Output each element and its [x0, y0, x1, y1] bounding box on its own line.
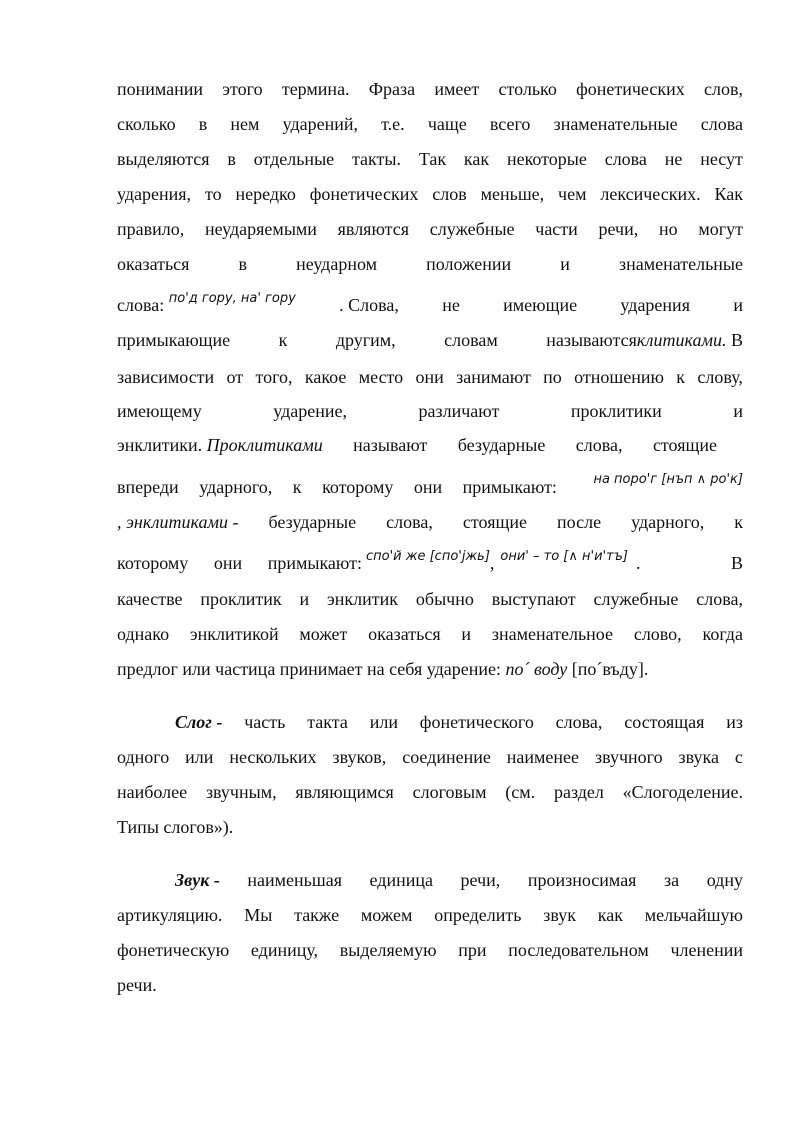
word: единица [369, 870, 433, 890]
word: последовательном [508, 940, 649, 960]
word: после [557, 512, 602, 532]
word: как [597, 905, 623, 925]
word: может [299, 624, 348, 644]
word: имеет [434, 79, 480, 99]
word: выделяемую [339, 940, 437, 960]
word: звук [543, 905, 576, 925]
word: они [415, 367, 444, 387]
word: имеющие [503, 295, 578, 315]
word: звучного [594, 747, 663, 767]
word: мельчайшую [644, 905, 743, 925]
word: . Слова, [339, 295, 399, 315]
word: понимании [117, 79, 204, 99]
word: определить [434, 905, 522, 925]
word: и [733, 295, 743, 315]
word: всего [489, 114, 531, 134]
word: наименьшая [247, 870, 342, 890]
word: ударного, [199, 477, 273, 497]
word: как [463, 149, 490, 169]
word: безударные [457, 435, 546, 455]
word: фонетических [309, 184, 419, 204]
word: т.е. [381, 114, 405, 134]
term-slog: Слог - [175, 712, 223, 732]
word: стоящие [462, 512, 527, 532]
word: звуков, [332, 747, 387, 767]
word: раздел [553, 782, 604, 802]
word: служебные [593, 589, 679, 609]
word: речи, [460, 870, 501, 890]
word: слоговым [412, 782, 487, 802]
word: «Слогоделение. [622, 782, 743, 802]
word: одну [706, 870, 743, 890]
word: по [543, 367, 562, 387]
text-line [117, 939, 743, 961]
word: фонетических [576, 79, 685, 99]
word: за [664, 870, 680, 890]
text-line [117, 746, 743, 768]
word: когда [702, 624, 743, 644]
word: лексических. [600, 184, 701, 204]
word: и [733, 401, 743, 421]
word: стоящие [652, 435, 717, 455]
word: в [198, 114, 208, 134]
word: оказаться [117, 254, 190, 274]
word: с [734, 747, 743, 767]
word: являются [337, 219, 410, 239]
word: этого [222, 79, 263, 99]
word: меньше, [480, 184, 545, 204]
text-line [117, 183, 743, 205]
word: несут [700, 149, 743, 169]
word: слова [700, 114, 743, 134]
word: наиболее [117, 782, 188, 802]
word: такты. [351, 149, 402, 169]
handwritten-example: на поро'г [нъп ∧ ро'к] [593, 472, 743, 487]
text-line [117, 218, 743, 240]
word: ударения [620, 295, 690, 315]
word: обычно [415, 589, 474, 609]
line-prefix: энклитики. Проклитиками [117, 435, 323, 455]
word: знаменательные [553, 114, 678, 134]
text-line [117, 113, 743, 135]
word: или [185, 747, 214, 767]
word: от [226, 367, 244, 387]
word: различают [418, 401, 500, 421]
word: слова, [555, 712, 603, 732]
word: имеющему [117, 401, 202, 421]
word: какое [304, 367, 347, 387]
word: служебные [429, 219, 515, 239]
word: единицу, [250, 940, 319, 960]
word: выделяются [117, 149, 210, 169]
word: могут [698, 219, 743, 239]
word: в [238, 254, 248, 274]
word: или [369, 712, 398, 732]
word: примыкающие [117, 330, 231, 350]
text-line [117, 623, 743, 645]
word: к [292, 477, 302, 497]
word: они [213, 553, 243, 573]
word: то [204, 184, 222, 204]
word: слово, [633, 624, 682, 644]
word: фонетическую [117, 940, 230, 960]
word: чем [558, 184, 587, 204]
word: отдельные [253, 149, 335, 169]
line-prefix: слова: по'д гору, на' гору [117, 294, 296, 319]
text-line: предлог или частица принимает на себя ударение: по´ воду [по´въду]. [117, 659, 649, 679]
word: неударном [296, 254, 378, 274]
word: впереди [117, 477, 179, 497]
word: нем [230, 114, 260, 134]
line-suffix: называютсяклитиками. В [546, 330, 743, 350]
word: термина. [281, 79, 350, 99]
word: безударные [268, 512, 357, 532]
word: фонетического [419, 712, 534, 732]
word: одного [117, 747, 170, 767]
word: слова, [575, 435, 623, 455]
text-line [117, 78, 743, 100]
word: ударного, [631, 512, 705, 532]
example-word: по´ воду [505, 659, 568, 679]
word: в [227, 149, 236, 169]
word: которому [117, 553, 189, 573]
word: проклитики [570, 401, 662, 421]
word: называют [353, 435, 428, 455]
text-line [117, 291, 743, 319]
word: они [413, 477, 443, 497]
word: части [535, 219, 578, 239]
word: слова, [696, 589, 743, 609]
term-zvuk: Звук - [175, 870, 220, 890]
word: чаще [427, 114, 467, 134]
word: такта [307, 712, 348, 732]
word: к [676, 367, 686, 387]
word: отношению [574, 367, 664, 387]
word: при [458, 940, 487, 960]
word: энклитик [327, 589, 399, 609]
word: часть [244, 712, 286, 732]
word: энклитикой [189, 624, 279, 644]
word: артикуляцию. [117, 905, 223, 925]
word: речи, [598, 219, 639, 239]
word: выступают [491, 589, 576, 609]
text-line [117, 711, 743, 733]
word: не [442, 295, 460, 315]
handwritten-example: спо'й же [спо'jжь] [366, 549, 490, 564]
word: ударений, [282, 114, 358, 134]
text-line [117, 253, 743, 275]
text-line [117, 511, 743, 533]
word: нескольких [229, 747, 317, 767]
text-line [117, 904, 743, 926]
word: к [734, 512, 743, 532]
term-proklitiki: Проклитиками [206, 435, 323, 455]
text-line [117, 869, 743, 891]
word: знаменательное [491, 624, 614, 644]
text-line [117, 781, 743, 803]
word: ударения, [117, 184, 192, 204]
word: ударение, [273, 401, 347, 421]
word: наименее [506, 747, 580, 767]
word: место [358, 367, 404, 387]
text-line [117, 434, 717, 456]
word: нередко [235, 184, 296, 204]
text-line [117, 472, 743, 498]
word: Так [418, 149, 447, 169]
word: слов, [703, 79, 743, 99]
text-line: которому они примыкают: спо'й же [спо'jжь] , они' – то [∧ н'и'тъ] . В [117, 552, 743, 577]
word: качестве [117, 589, 183, 609]
word: которому [322, 477, 394, 497]
text-line [117, 148, 743, 170]
word: звучным, [205, 782, 277, 802]
word: занимают [456, 367, 531, 387]
word: Мы [244, 905, 273, 925]
word: того, [255, 367, 293, 387]
word: и [461, 624, 472, 644]
word: Фраза [368, 79, 416, 99]
text-line [117, 366, 743, 388]
word: можем [360, 905, 413, 925]
word: слова [604, 149, 647, 169]
word: правило, [117, 219, 185, 239]
word: из [726, 712, 743, 732]
word: также [294, 905, 340, 925]
word: примыкают: [267, 553, 362, 573]
word: состоящая [624, 712, 705, 732]
word: Как [714, 184, 743, 204]
handwritten-example: по'д гору, на' гору [168, 291, 296, 306]
word: (см. [505, 782, 536, 802]
word: неударяемыми [204, 219, 317, 239]
word: словам [444, 330, 498, 350]
word: и [299, 589, 310, 609]
word: положении [426, 254, 512, 274]
word: но [658, 219, 678, 239]
word: слову, [697, 367, 743, 387]
text-line: Типы слогов»). [117, 817, 234, 837]
word: слов [432, 184, 467, 204]
word: слова, [386, 512, 433, 532]
word: являющимся [295, 782, 394, 802]
term-klitiki: клитиками. [636, 330, 727, 350]
word: зависимости [117, 367, 215, 387]
word: сколько [117, 114, 176, 134]
word: проклитик [200, 589, 282, 609]
text-line [117, 400, 743, 422]
word: другим, [335, 330, 396, 350]
word: однако [117, 624, 170, 644]
word: членении [670, 940, 743, 960]
transcription: [по´въду]. [571, 659, 649, 679]
word: к [278, 330, 288, 350]
word: звука [678, 747, 719, 767]
word: оказаться [368, 624, 441, 644]
word: знаменательные [618, 254, 743, 274]
word: не [664, 149, 683, 169]
word: соединение [402, 747, 491, 767]
text-line [117, 588, 743, 610]
word: некоторые [506, 149, 587, 169]
term-enklitiki: , энклитиками - [117, 512, 239, 532]
handwritten-example: они' – то [∧ н'и'тъ] [500, 549, 628, 564]
word: столько [498, 79, 557, 99]
word: и [560, 254, 570, 274]
text-line: речи. [117, 975, 157, 995]
text-line [117, 329, 743, 351]
word: примыкают: [462, 477, 557, 497]
word: произносимая [527, 870, 637, 890]
